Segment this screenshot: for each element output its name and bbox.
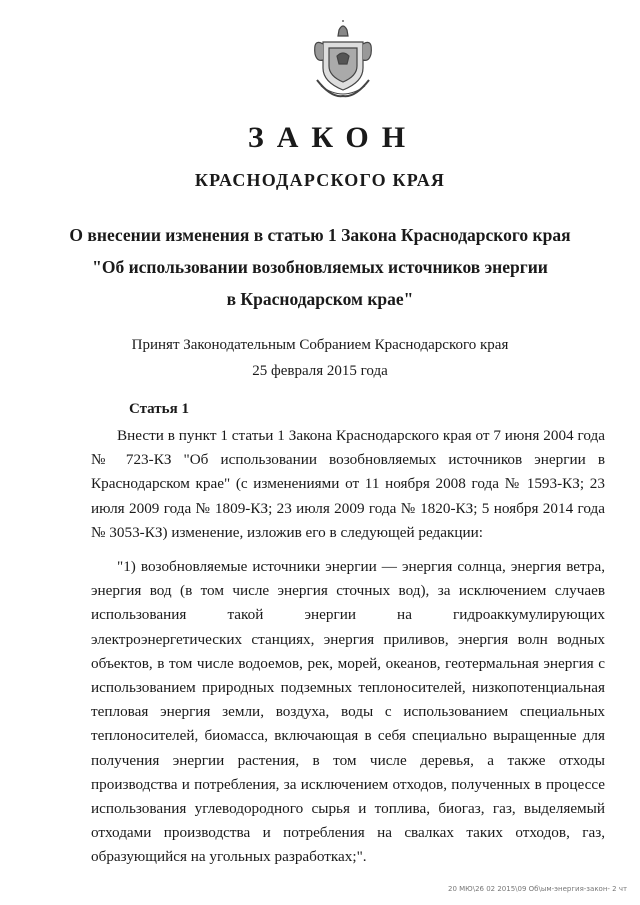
adoption-date: 25 февраля 2015 года [252, 363, 388, 379]
article-paragraph-1: Внести в пункт 1 статьи 1 Закона Краснодарского края от 7 июня 2004 года № 723-КЗ "Об использовании возобновляемых источников энергии в Краснодарском крае" (с изменениями от 11 ноября 2008 года № 1593-КЗ; 23 июля 2009 года № 1809-КЗ; 23 июля 2009 года № 1820-КЗ; 5 ноября 2014 года № 3053-КЗ) изменение, изложив его в следующей редакции: [91, 427, 605, 541]
adoption-statement: Принят Законодательным Собранием Краснодарского края [131, 337, 509, 353]
article-paragraph-2: "1) возобновляемые источники энергии — энергия солнца, энергия ветра, энергия вод (в том числе энергия сточных вод), за исключением случаев использования такой энергии на гидроаккумулирующих электроэнергетических станциях, энергия приливов, энергия волн водных объектов, в том числе водоемов, рек, морей, океанов, геотермальная энергия с использованием природных подземных теплоносителей, низкопотенциальная тепловая энергия земли, воздуха, воды с использованием специальных теплоносителей, биомасса, включающая в себя специально выращенные для получения энергии растения, в том числе деревья, а также отходы производства и потребления, за исключением отходов, полученных в процессе использования углеводородного сырья и топлива, биогаз, газ, выделяемый отходами производства и потребления на свалках таких отходов, газ, образующийся на угольных разработках;". [91, 558, 605, 866]
law-heading-line-3: в Краснодарском крае" [226, 289, 414, 309]
law-heading-line-2: "Об использовании возобновляемых источников энергии [92, 257, 548, 277]
article-title: Статья 1 [129, 401, 189, 417]
krasnodar-coat-of-arms-icon [311, 20, 375, 102]
law-heading-line-1: О внесении изменения в статью 1 Закона Краснодарского края [69, 225, 571, 245]
region-name: КРАСНОДАРСКОГО КРАЯ [194, 170, 446, 190]
file-reference: 20 МЮ\26 02 2015\09 Об\ым-энергия-закон- 2 чт [448, 885, 628, 893]
document-type-title: ЗАКОН [247, 121, 419, 154]
